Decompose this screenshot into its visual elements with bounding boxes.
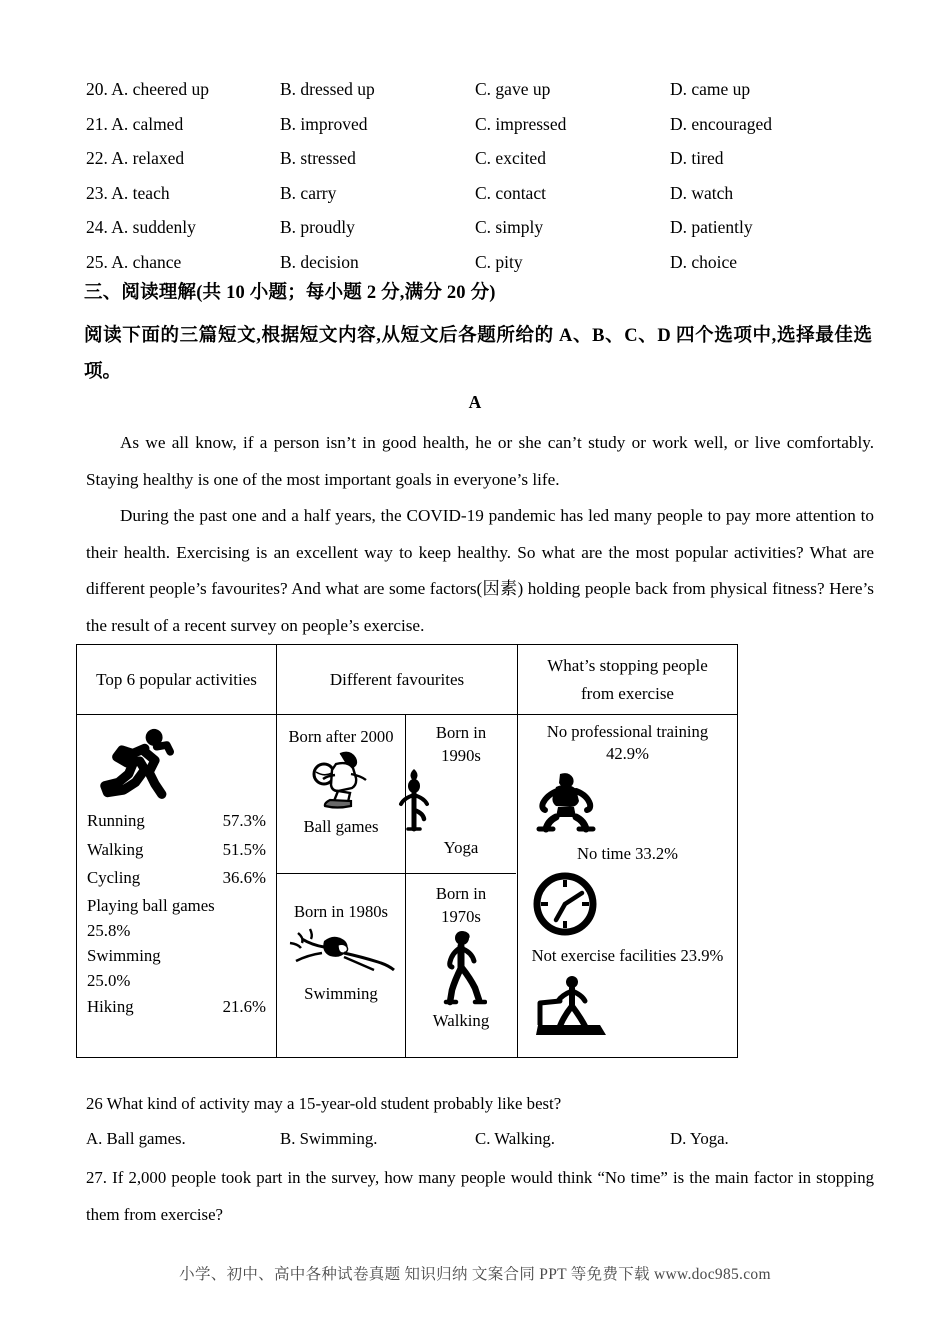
page-footer: 小学、初中、高中各种试卷真题 知识归纳 文案合同 PPT 等免费下载 www.doc985.com xyxy=(179,1266,771,1283)
option-d[interactable]: D. choice xyxy=(670,251,738,272)
option-d[interactable]: D. patiently xyxy=(670,217,753,238)
cloze-option-row xyxy=(86,176,876,211)
activity-percent: 25.8% xyxy=(87,920,131,940)
barrier-percent: 42.9% xyxy=(606,744,649,763)
option-b[interactable]: B. decision xyxy=(280,251,359,272)
option-b[interactable]: B. dressed up xyxy=(280,79,375,99)
cloze-option-row xyxy=(86,107,876,142)
question-26-stem: 26 What kind of activity may a 15-year-old student probably like best? xyxy=(86,1094,562,1113)
yoga-icon xyxy=(392,767,436,833)
activity-percent: 51.5% xyxy=(222,839,266,859)
option-c[interactable]: C. pity xyxy=(475,251,523,272)
table-header-row xyxy=(77,645,737,715)
barrier-no-time xyxy=(518,843,737,865)
passage-letter: A xyxy=(468,392,482,412)
q26-option-a[interactable]: A. Ball games. xyxy=(86,1129,186,1148)
barrier-not-exercise-facilities xyxy=(518,945,737,967)
clock-icon xyxy=(532,871,598,937)
favourite-group xyxy=(406,882,516,928)
favourite-cell-born-after-2000 xyxy=(277,715,405,873)
favourite-cell-born-in-1980s xyxy=(277,873,405,1057)
favourite-activity: Yoga xyxy=(443,838,479,857)
option-b[interactable]: B. improved xyxy=(280,113,368,134)
table-header-stopping-people xyxy=(517,645,737,714)
treadmill-icon xyxy=(532,973,608,1043)
activity-name: Running xyxy=(87,811,145,830)
option-c[interactable]: C. gave up xyxy=(475,79,551,99)
favourite-activity: Ball games xyxy=(303,817,379,836)
option-a[interactable]: 20. A. cheered up xyxy=(86,79,209,99)
option-a[interactable]: 25. A. chance xyxy=(86,251,182,272)
paragraph-text: As we all know, if a person isn’t in good health, he or she can’t study or work well, or live comfortably. Staying healthy is one of the most important goals in everyone’s life. xyxy=(86,433,874,489)
option-d[interactable]: D. came up xyxy=(670,79,751,99)
table-header-stopping-people-text: What’s stopping people from exercise xyxy=(547,655,708,703)
cloze-option-row xyxy=(86,210,876,245)
weightlifter-icon xyxy=(530,771,600,833)
activity-item xyxy=(87,943,272,993)
activity-name: Cycling xyxy=(87,868,141,887)
option-a[interactable]: 24. A. suddenly xyxy=(86,217,196,238)
barrier-label: No time 33.2% xyxy=(577,844,678,863)
favourite-cell-born-in-1990s xyxy=(405,715,516,873)
activity-item xyxy=(87,864,272,893)
option-a[interactable]: 21. A. calmed xyxy=(86,113,184,134)
activity-name: Playing ball games xyxy=(87,895,215,915)
option-d[interactable]: D. encouraged xyxy=(670,113,773,134)
barrier-no-professional-training xyxy=(518,721,737,765)
option-c[interactable]: C. contact xyxy=(475,182,546,203)
table-body xyxy=(77,715,737,1057)
option-c[interactable]: C. excited xyxy=(475,148,546,169)
barrier-label: Not exercise facilities 23.9% xyxy=(531,946,724,965)
cloze-options-list xyxy=(86,72,876,280)
question-26-options xyxy=(86,1129,876,1153)
activity-percent: 57.3% xyxy=(222,811,266,830)
table-cell-top-activities xyxy=(77,715,276,1057)
favourite-activity: Walking xyxy=(432,1011,490,1030)
favourite-activity: Swimming xyxy=(304,984,378,1003)
activity-item xyxy=(87,807,272,836)
favourite-group-text: Born in 1990s xyxy=(435,723,487,765)
favourite-group-text: Born in 1970s xyxy=(435,884,487,926)
table-header-different-favourites: Different favourites xyxy=(276,645,517,714)
q26-option-b[interactable]: B. Swimming. xyxy=(280,1129,378,1148)
activity-item xyxy=(87,993,272,1022)
survey-table xyxy=(76,644,738,1058)
passage-paragraph-2 xyxy=(86,498,874,644)
activity-name: Swimming xyxy=(87,945,161,965)
table-cell-stopping-people xyxy=(517,715,737,1057)
running-icon xyxy=(95,723,181,801)
question-27-stem: 27. If 2,000 people took part in the survey, how many people would think “No time” is the main factor in stopping them from exercise? xyxy=(86,1168,874,1224)
option-b[interactable]: B. proudly xyxy=(280,217,355,238)
option-a[interactable]: 23. A. teach xyxy=(86,182,170,203)
section-heading: 三、阅读理解(共 10 小题；每小题 2 分,满分 20 分) xyxy=(84,283,496,303)
activity-name: Hiking xyxy=(87,996,134,1016)
favourite-cell-born-in-1970s xyxy=(405,873,516,1057)
q26-option-d[interactable]: D. Yoga. xyxy=(670,1129,729,1148)
favourite-group xyxy=(406,721,516,767)
q26-option-c[interactable]: C. Walking. xyxy=(475,1129,555,1148)
activity-name: Walking xyxy=(87,839,144,859)
option-c[interactable]: C. simply xyxy=(475,217,544,238)
ball-games-icon xyxy=(306,748,376,810)
option-b[interactable]: B. carry xyxy=(280,182,337,203)
walking-icon xyxy=(435,928,487,1006)
section-instruction: 阅读下面的三篇短文,根据短文内容,从短文后各题所给的 A、B、C、D 四个选项中,选择最佳选项。 xyxy=(84,326,872,382)
option-b[interactable]: B. stressed xyxy=(280,148,356,169)
activity-percent: 36.6% xyxy=(222,868,266,887)
cloze-option-row xyxy=(86,245,876,280)
option-c[interactable]: C. impressed xyxy=(475,113,567,134)
paragraph-text: During the past one and a half years, the COVID-19 pandemic has led many people to pay more attention to their health. Exercising is an excellent way to keep healthy. So what are the most popular activities? What are different people’s favourites? And what are some factors(因素) holding people back from physical fitness? Here’s the result of a recent survey on people’s exercise. xyxy=(86,506,874,635)
table-header-top-activities: Top 6 popular activities xyxy=(96,669,257,689)
activity-percent: 21.6% xyxy=(222,996,266,1016)
table-cell-different-favourites xyxy=(276,715,517,1057)
swimming-icon xyxy=(286,923,396,975)
option-a[interactable]: 22. A. relaxed xyxy=(86,148,185,169)
cloze-option-row xyxy=(86,72,876,107)
option-d[interactable]: D. watch xyxy=(670,182,734,203)
activity-item xyxy=(87,893,272,943)
favourite-group: Born in 1980s xyxy=(293,902,389,921)
barrier-label: No professional training xyxy=(546,722,709,741)
option-d[interactable]: D. tired xyxy=(670,148,724,169)
passage-paragraph-1 xyxy=(86,425,874,498)
activity-percent: 25.0% xyxy=(87,970,131,990)
cloze-option-row xyxy=(86,141,876,176)
favourite-group: Born after 2000 xyxy=(288,727,394,746)
activity-item xyxy=(87,836,272,865)
activity-list xyxy=(87,807,272,1021)
